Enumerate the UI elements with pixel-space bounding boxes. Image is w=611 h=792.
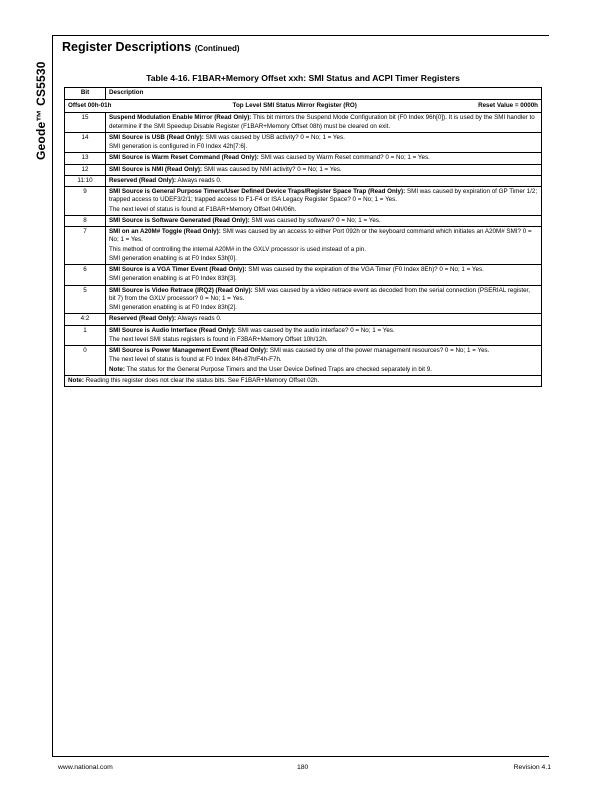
table-row xyxy=(65,346,542,376)
table-row xyxy=(65,175,542,186)
description-cell xyxy=(106,187,542,216)
table-header-row xyxy=(65,88,542,100)
field-name: SMI Source is General Purpose Timers/User Defined Device Traps/Register Space Trap (Read Only): xyxy=(109,188,406,195)
description-line: The next level of status is found at F0 Index 84h-87h/F4h-F7h. xyxy=(109,356,282,364)
field-name: SMI Source is Audio Interface (Read Only): xyxy=(109,326,236,334)
bit-cell: 13 xyxy=(65,153,106,164)
table-row xyxy=(65,314,542,325)
register-reset-value: Reset Value = 0000h xyxy=(478,102,538,109)
description-first-line xyxy=(109,287,538,304)
description-first-line xyxy=(109,327,538,335)
document-side-title: Geode™ CS5530 xyxy=(34,61,48,160)
table-footnote-row xyxy=(65,375,542,386)
register-offset: Offset 00h-01h xyxy=(68,102,112,109)
description-line: This method of controlling the internal A20M# in the GXLV processor is used instead of a pin. xyxy=(109,245,366,253)
table-row xyxy=(65,215,542,226)
description-first-line xyxy=(109,166,538,174)
description-cell xyxy=(106,314,542,325)
bit-cell: 4:2 xyxy=(65,314,106,325)
footer-page-number: 180 xyxy=(297,764,309,771)
bit-cell: 5 xyxy=(65,285,106,314)
description-text: SMI was caused by the audio interface? 0 = No; 1 = Yes. xyxy=(237,326,395,334)
description-line: SMI generation enabling is at F0 Index 83h[2]. xyxy=(109,304,237,311)
bit-cell: 9 xyxy=(65,187,106,216)
page-heading-continued: (Continued) xyxy=(194,44,240,53)
description-text: SMI was caused by one of the power management resources? 0 = No; 1 = Yes. xyxy=(269,347,490,354)
register-name: Top Level SMI Status Mirror Register (RO) xyxy=(232,102,357,109)
description-line: SMI generation enabling is at F0 Index 53h[0]. xyxy=(109,254,237,262)
bit-cell: 11:10 xyxy=(65,175,106,186)
description-text: SMI was caused by NMI activity? 0 = No; 1 = Yes. xyxy=(203,165,342,173)
table-caption: Table 4-16. F1BAR+Memory Offset xxh: SMI Status and ACPI Timer Registers xyxy=(146,73,460,83)
field-name: Reserved (Read Only): xyxy=(109,176,177,184)
table-row xyxy=(65,325,542,346)
table-row xyxy=(65,227,542,265)
table-row xyxy=(65,132,542,153)
table-footnote-text: Reading this register does not clear the status bits. See F1BAR+Memory Offset 02h. xyxy=(85,376,320,384)
description-cell xyxy=(106,175,542,186)
description-text: SMI was caused by an access to either Port 092h or the keyboard command which initiates an A20M# SMI? 0 = No; 1 = Yes. xyxy=(109,228,532,244)
footer-revision: Revision 4.1 xyxy=(513,764,551,771)
description-text: SMI was caused by USB activity? 0 = No; 1 = Yes. xyxy=(205,133,345,141)
description-text: SMI was caused by Warm Reset command? 0 = No; 1 = Yes. xyxy=(260,154,430,162)
table-row xyxy=(65,265,542,286)
description-text: SMI was caused by expiration of GP Timer 1/2; trapped access to UDEF3/2/1; trapped access to F1-F4 or ISA Legacy Register Space? 0 = No; 1 = Yes. xyxy=(109,188,538,204)
field-name: SMI Source is Warm Reset Command (Read Only): xyxy=(109,154,259,162)
bit-cell: 15 xyxy=(65,113,106,133)
description-cell xyxy=(106,113,542,133)
left-border-rule xyxy=(52,35,53,757)
bit-cell: 7 xyxy=(65,227,106,265)
field-name: SMI Source is Software Generated (Read Only): xyxy=(109,216,250,224)
bit-cell: 12 xyxy=(65,164,106,175)
field-name: SMI on an A20M# Toggle (Read Only): xyxy=(109,228,221,235)
description-first-line xyxy=(109,188,538,205)
description-cell xyxy=(106,325,542,346)
description-line: SMI generation is configured in F0 Index 42h[7:6]. xyxy=(109,143,248,150)
description-first-line xyxy=(109,154,538,162)
description-first-line xyxy=(109,315,538,323)
footer-url: www.national.com xyxy=(58,764,113,771)
description-cell xyxy=(106,164,542,175)
description-text: SMI was caused by software? 0 = No; 1 = Yes. xyxy=(251,216,381,224)
bit-cell: 0 xyxy=(65,346,106,376)
description-cell xyxy=(106,285,542,314)
field-name: SMI Source is a VGA Timer Event (Read Only): xyxy=(109,266,247,273)
field-name: SMI Source is NMI (Read Only): xyxy=(109,165,203,173)
page-heading-title: Register Descriptions xyxy=(62,40,192,54)
column-header-bit: Bit xyxy=(65,88,106,100)
row-note-label: Note: xyxy=(109,365,125,373)
bit-cell: 1 xyxy=(65,325,106,346)
register-offset-row xyxy=(65,100,542,113)
row-note xyxy=(109,366,538,374)
table-row xyxy=(65,164,542,175)
bit-cell: 6 xyxy=(65,265,106,286)
bit-cell: 14 xyxy=(65,132,106,153)
field-name: SMI Source is Video Retrace (IRQ2) (Read Only): xyxy=(109,286,253,294)
description-line: SMI generation enabling is at F0 Index 83h[3]. xyxy=(109,275,237,283)
register-offset-cell xyxy=(65,100,542,113)
description-first-line xyxy=(109,177,538,185)
description-cell xyxy=(106,215,542,226)
table-row xyxy=(65,113,542,133)
description-text: SMI was caused by the expiration of the VGA Timer (F0 Index 8Eh)? 0 = No; 1 = Yes. xyxy=(248,266,484,273)
description-first-line xyxy=(109,114,538,131)
top-border-rule xyxy=(52,35,549,36)
bottom-border-rule xyxy=(52,756,549,757)
description-first-line xyxy=(109,217,538,225)
description-cell xyxy=(106,153,542,164)
table-row xyxy=(65,187,542,216)
description-line: The next level SMI status registers is found in F3BAR+Memory Offset 10h/12h. xyxy=(109,335,328,343)
table-footnote-cell xyxy=(65,375,542,386)
bit-cell: 8 xyxy=(65,215,106,226)
column-header-description: Description xyxy=(106,88,542,100)
description-cell xyxy=(106,346,542,376)
field-name: SMI Source is USB (Read Only): xyxy=(109,133,204,141)
description-first-line xyxy=(109,347,538,355)
description-text: This bit mirrors the Suspend Mode Configuration bit (F0 Index 96h[0]). It is used by the SMI handler to determine if the SMI Speedup Disable Register (F1BAR+Memory Offset 08h) must be cleared on exit. xyxy=(109,114,535,130)
field-name: SMI Source is Power Management Event (Read Only): xyxy=(109,347,269,354)
description-first-line xyxy=(109,228,538,245)
register-table xyxy=(64,87,542,387)
description-line: The next level of status is found at F1BAR+Memory Offset 04h/06h. xyxy=(109,205,297,213)
table-row xyxy=(65,153,542,164)
description-text: Always reads 0. xyxy=(177,176,222,184)
field-name: Reserved (Read Only): xyxy=(109,315,177,323)
field-name: Suspend Modulation Enable Mirror (Read Only): xyxy=(109,114,252,122)
description-cell xyxy=(106,265,542,286)
description-cell xyxy=(106,132,542,153)
page-heading xyxy=(62,40,240,54)
description-text: Always reads 0. xyxy=(177,315,222,323)
table-row xyxy=(65,285,542,314)
description-first-line xyxy=(109,266,538,274)
table-footnote-label: Note: xyxy=(68,376,84,384)
description-first-line xyxy=(109,134,538,142)
row-note-text: The status for the General Purpose Timers and the User Device Defined Traps are checked separately in bit 9. xyxy=(126,365,432,373)
description-text: SMI was caused by a video retrace event as decoded from the serial connection (PSERIAL register, bit 7) from the GXLV processor? 0 = No; 1 = Yes. xyxy=(109,286,531,302)
description-cell xyxy=(106,227,542,265)
